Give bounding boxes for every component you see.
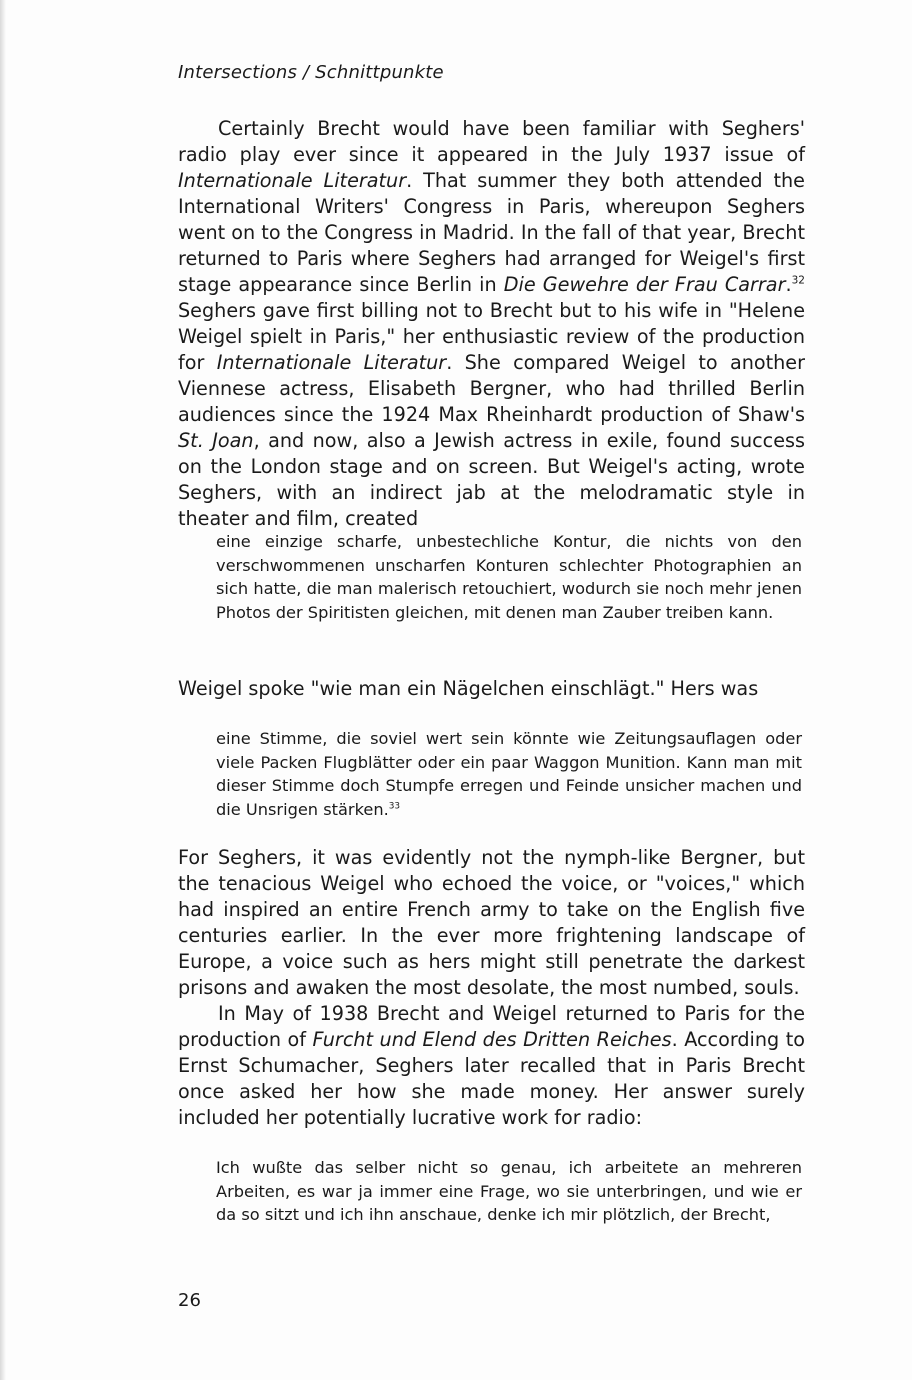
block-quote-2 — [216, 727, 802, 821]
paragraph-1-text: Seghers gave first billing not to Brecht but to his wife in "Helene Weigel spielt in Paris," her enthusiastic review of the production for — [178, 299, 805, 374]
paragraph-3: For Seghers, it was evidently not the nymph-like Bergner, but the tenacious Weigel who echoed the voice, or "voices," which had inspired an entire French army to take on the English five centuries earlier. In the ever more frightening landscape of Europe, a voice such as hers might still penetrate the darkest prisons and awaken the most desolate, the most numbed, souls. — [178, 846, 805, 999]
journal-title: Internationale Literatur — [216, 351, 447, 374]
page-edge-shadow — [0, 0, 6, 1380]
paragraph-2: Weigel spoke "wie man ein Nägelchen einschlägt." Hers was — [178, 677, 759, 700]
paragraph-1 — [178, 116, 805, 532]
paragraph-1-text: Certainly Brecht would have been familiar with Seghers' radio play ever since it appeared in the July 1937 issue of — [178, 117, 805, 166]
block-quote-3: Ich wußte das selber nicht so genau, ich arbeitete an mehreren Arbeiten, es war ja immer eine Frage, wo sie unterbringen, und wie er da so sitzt und ich ihn anschaue, denke ich mir plötzlich, der Brecht, — [216, 1158, 802, 1224]
paragraph-4-text: . According to Ernst Schumacher, Seghers later recalled that in Paris Brecht once asked her how she made money. Her answer surely included her potentially lucrative work for radio: — [178, 1028, 805, 1129]
block-quote-1: eine einzige scharfe, unbestechliche Kontur, die nichts von den verschwommenen unscharfen Konturen schlechter Photographien an sich hatte, die man malerisch retouchiert, wodurch sie noch mehr jenen Photos der Spiritisten gleichen, mit denen man Zauber treiben kann. — [216, 532, 802, 622]
play-title: Furcht und Elend des Dritten Reiches — [312, 1028, 672, 1051]
journal-title: Internationale Literatur — [178, 169, 407, 192]
play-title: St. Joan — [178, 429, 254, 452]
block-quote-2-text: eine Stimme, die soviel wert sein könnte wie Zeitungsauflagen oder viele Packen Flugblätter oder ein paar Waggon Munition. Kann man mit dieser Stimme doch Stumpfe erregen und Feinde unsicher machen und die Unsrigen stärken. — [216, 729, 802, 819]
running-head: Intersections / Schnittpunkte — [178, 62, 444, 83]
page-number: 26 — [178, 1290, 201, 1311]
footnote-ref-33: 33 — [388, 801, 401, 812]
paragraph-1-text: . She compared Weigel to another Viennese actress, Elisabeth Bergner, who had thrilled Berlin audiences since the 1924 Max Rheinhardt production of Shaw's — [178, 351, 805, 426]
play-title: Die Gewehre der Frau Carrar — [503, 273, 786, 296]
paragraph-4 — [178, 1001, 805, 1131]
footnote-ref-32: 32 — [791, 274, 805, 287]
paragraph-1-text: . — [785, 273, 792, 296]
paragraph-1-text: . That summer they both attended the International Writers' Congress in Paris, whereupon Seghers went on to the Congress in Madrid. In the fall of that year, Brecht returned to Paris where Seghers had arranged for Weigel's first stage appearance since Berlin in — [178, 169, 805, 296]
paragraph-4-text: In May of 1938 Brecht and Weigel returned to Paris for the production of — [178, 1002, 805, 1051]
paragraph-1-text: , and now, also a Jewish actress in exile, found success on the London stage and on screen. But Weigel's acting, wrote Seghers, with an indirect jab at the melodramatic style in theater and film, created — [178, 429, 806, 530]
